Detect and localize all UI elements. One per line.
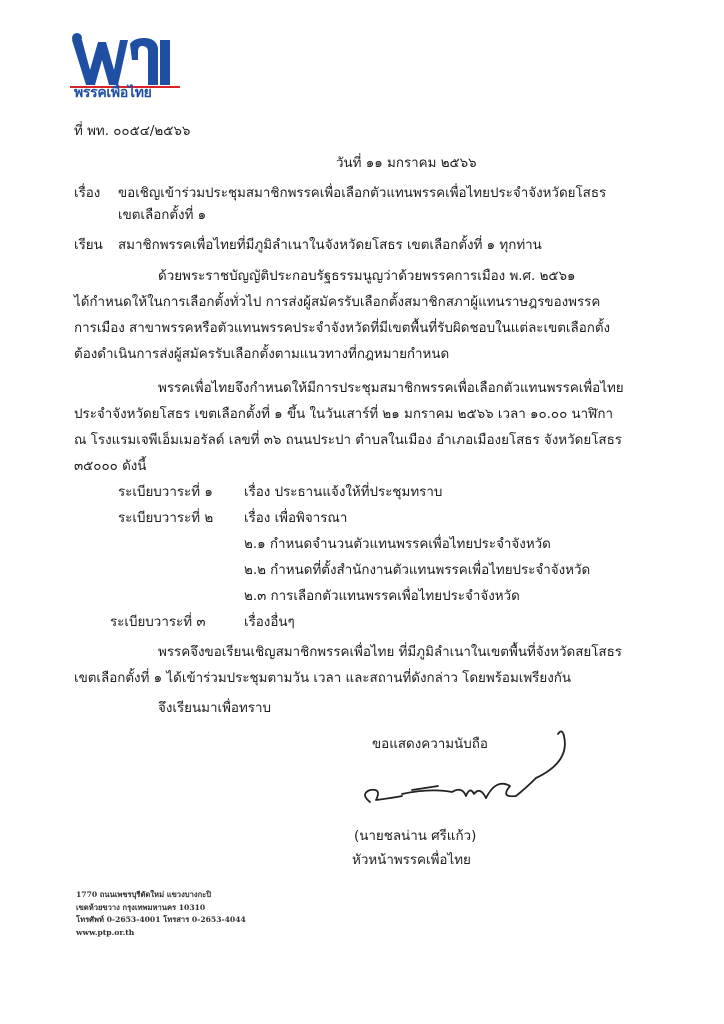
footer-line3: โทรศัพท์ 0-2653-4001 โทรสาร 0-2653-4044 <box>76 915 246 925</box>
footer-line2: เขตห้วยขวาง กรุงเทพมหานคร 10310 <box>76 902 206 912</box>
para3-line2: เขตเลือกตั้งที่ ๑ ได้เข้าร่วมประชุมตามวัน เวลา และสถานที่ดังกล่าว โดยพร้อมเพรียงกัน <box>74 671 572 686</box>
para2-line1: พรรคเพื่อไทยจึงกำหนดให้มีการประชุมสมาชิกพรรคเพื่อเลือกตัวแทนพรรคเพื่อไทย <box>158 381 624 396</box>
footer-website[interactable]: www.ptp.or.th <box>76 928 135 938</box>
agenda-sub-2-2: ๒.๒ กำหนดที่ตั้งสำนักงานตัวแทนพรรคเพื่อไทยประจำจังหวัด <box>244 563 591 578</box>
agenda-item1-text: เรื่อง ประธานแจ้งให้ที่ประชุมทราบ <box>244 485 443 500</box>
para1-line2: ได้กำหนดให้ในการเลือกตั้งทั่วไป การส่งผู้สมัครรับเลือกตั้งสมาชิกสภาผู้แทนราษฎรของพรรค <box>74 295 601 310</box>
subject-label: เรื่อง <box>74 186 101 201</box>
footer-address <box>76 889 246 940</box>
to-text: สมาชิกพรรคเพื่อไทยที่มีภูมิลำเนาในจังหวัดยโสธร เขตเลือกตั้งที่ ๑ ทุกท่าน <box>118 238 542 253</box>
to-label: เรียน <box>74 238 103 253</box>
signature-icon <box>340 728 580 818</box>
para3-line1: พรรคจึงขอเรียนเชิญสมาชิกพรรคเพื่อไทย ที่มีภูมิลำเนาในเขตพื้นที่จังหวัดสยโสธร <box>158 645 622 660</box>
reference-number: ที่ พท. ๐๐๕๔/๒๕๖๖ <box>74 124 191 139</box>
para1-line1: ด้วยพระราชบัญญัติประกอบรัฐธรรมนูญว่าด้วยพรรคการเมือง พ.ศ. ๒๕๖๑ <box>158 269 576 284</box>
para1-line4: ต้องดำเนินการส่งผู้สมัครรับเลือกตั้งตามแนวทางที่กฎหมายกำหนด <box>74 347 450 362</box>
signer-name: (นายชลน่าน ศรีแก้ว) <box>354 829 477 844</box>
para2-line3: ณ โรงแรมเจพีเอ็มเมอรัลด์ เลขที่ ๓๖ ถนนประปา ตำบลในเมือง อำเภอเมืองยโสธร จังหวัดยโสธร <box>74 433 622 448</box>
agenda-item3-label: ระเบียบวาระที่ ๓ <box>110 615 206 630</box>
agenda-sub-2-3: ๒.๓ การเลือกตัวแทนพรรคเพื่อไทยประจำจังหวัด <box>244 589 520 604</box>
closing-request: จึงเรียนมาเพื่อทราบ <box>158 701 271 716</box>
agenda-item1-label: ระเบียบวาระที่ ๑ <box>118 485 213 500</box>
para2-line2: ประจำจังหวัดยโสธร เขตเลือกตั้งที่ ๑ ขึ้น ในวันเสาร์ที่ ๒๑ มกราคม ๒๕๖๖ เวลา ๑๐.๐๐ นาฬิกา <box>74 407 613 422</box>
agenda-item2-label: ระเบียบวาระที่ ๒ <box>118 511 214 526</box>
signer-title: หัวหน้าพรรคเพื่อไทย <box>352 853 471 868</box>
agenda-sub-2-1: ๒.๑ กำหนดจำนวนตัวแทนพรรคเพื่อไทยประจำจังหวัด <box>244 537 551 552</box>
closing-phrase: ขอแสดงความนับถือ <box>372 737 488 752</box>
agenda-item2-text: เรื่อง เพื่อพิจารณา <box>244 511 348 526</box>
letter-date: วันที่ ๑๑ มกราคม ๒๕๖๖ <box>336 156 477 171</box>
subject-line-2: เขตเลือกตั้งที่ ๑ <box>118 208 207 223</box>
footer-line1: 1770 ถนนเพชรบุรีตัดใหม่ แขวงบางกะปิ <box>76 890 212 899</box>
para2-line4: ๓๕๐๐๐ ดังนี้ <box>74 459 147 474</box>
agenda-item3-text: เรื่องอื่นๆ <box>244 615 295 630</box>
para1-line3: การเมือง สาขาพรรคหรือตัวแทนพรรคประจำจังหวัดที่มีเขตพื้นที่รับผิดชอบในแต่ละเขตเลือกตั้ง <box>74 321 611 336</box>
party-name-logo-text: พรรคเพื่อไทย <box>74 85 152 101</box>
subject-line-1: ขอเชิญเข้าร่วมประชุมสมาชิกพรรคเพื่อเลือกตัวแทนพรรคเพื่อไทยประจำจังหวัดยโสธร <box>118 186 607 201</box>
